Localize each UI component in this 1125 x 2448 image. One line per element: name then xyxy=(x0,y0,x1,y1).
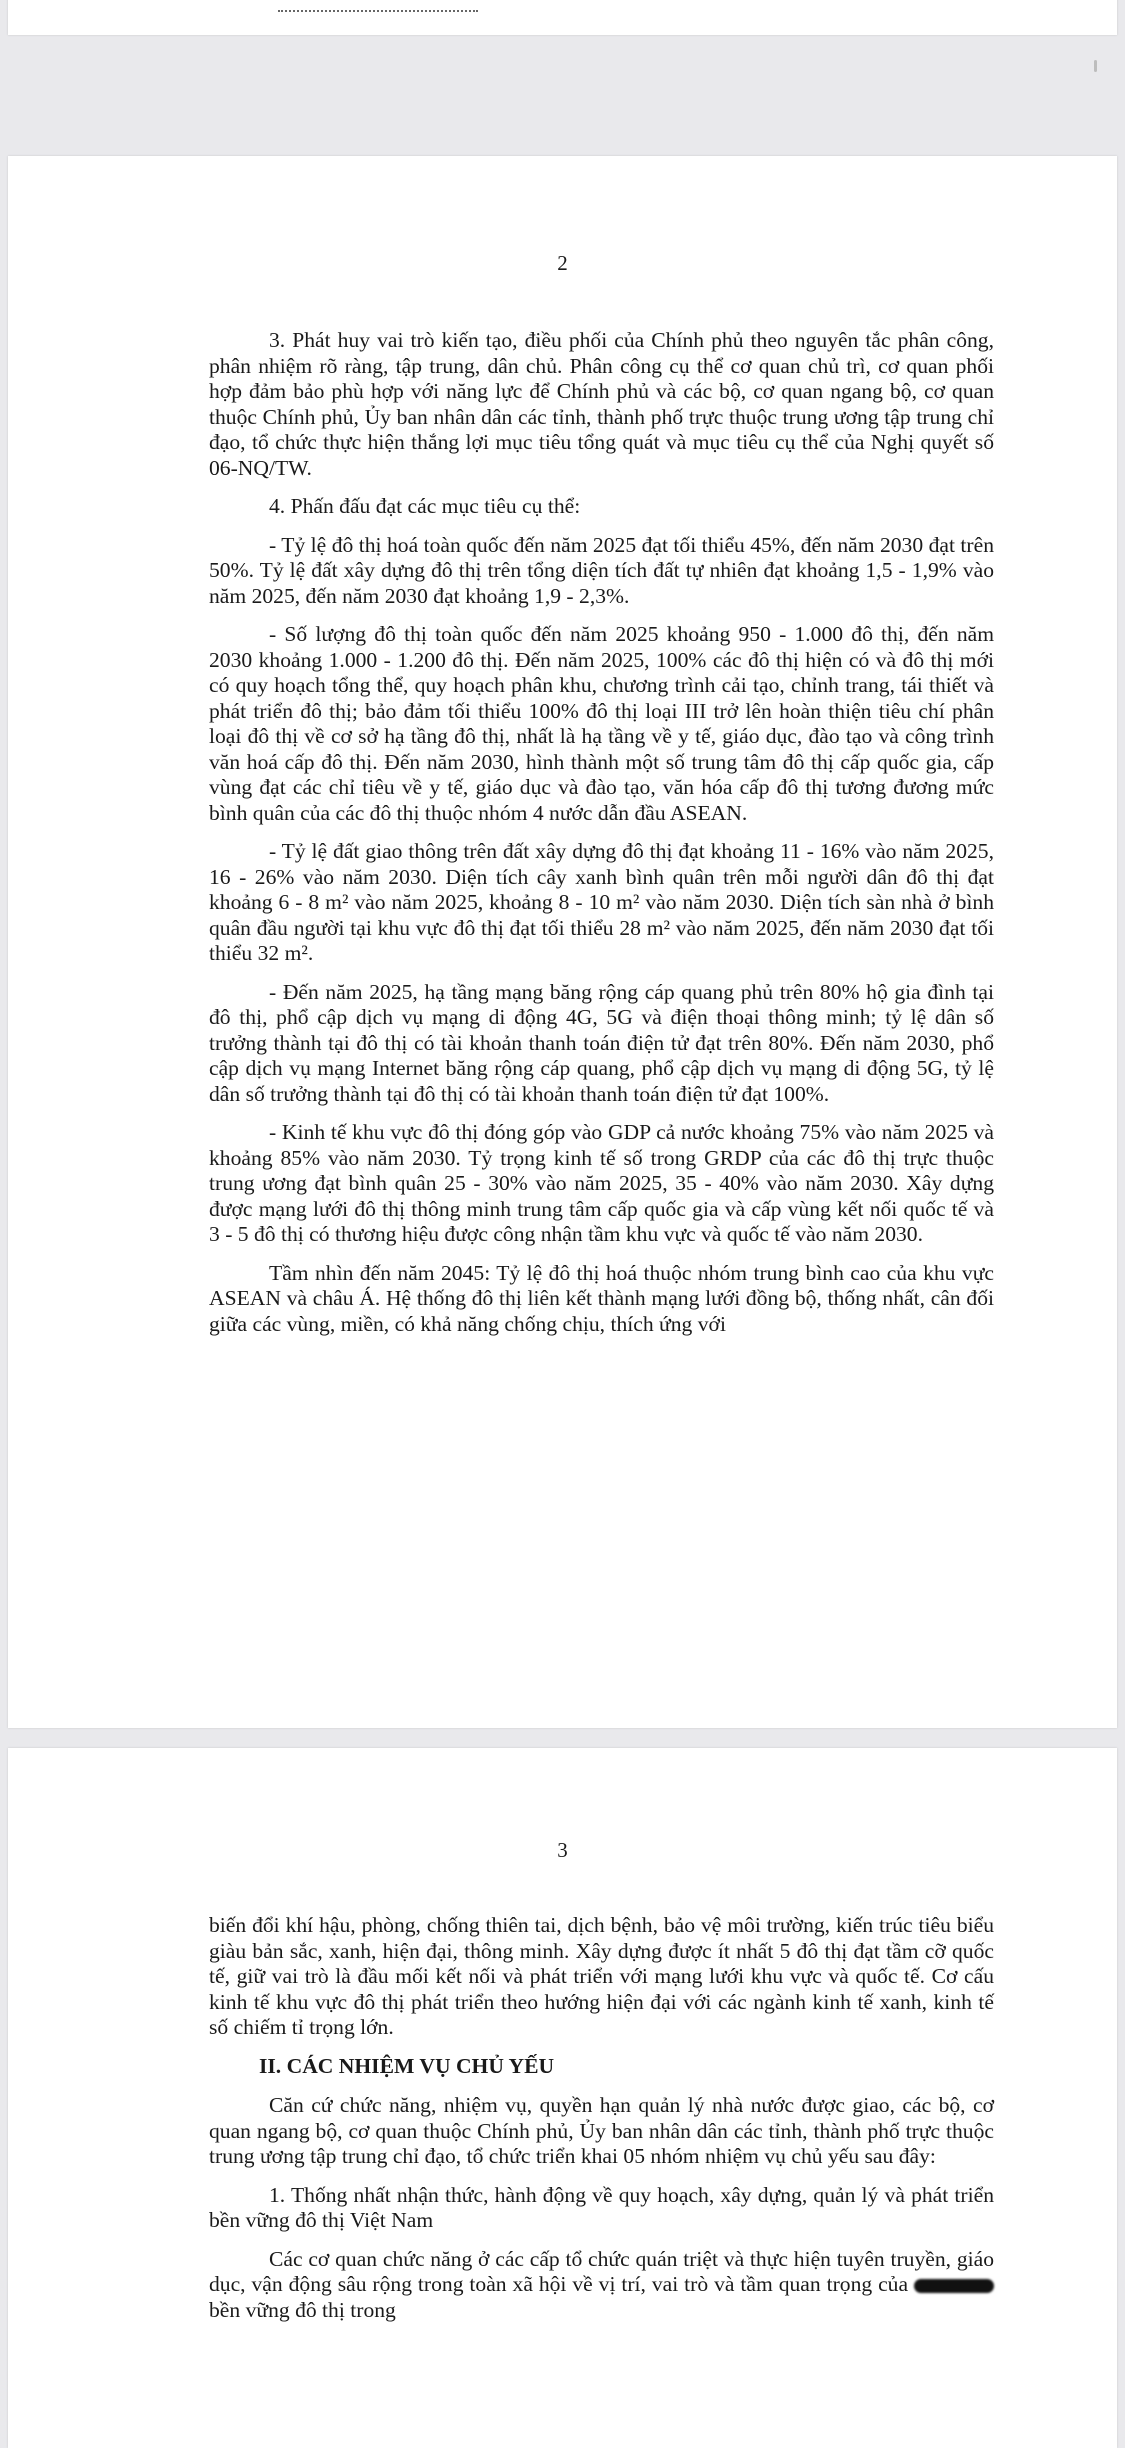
target-transport-land: - Tỷ lệ đất giao thông trên đất xây dựng đô thị đạt khoảng 11 - 16% vào năm 2025, 16 - 26% vào năm 2030. Diện tích cây xanh bình quân trên mỗi người dân đô thị đạt khoảng 6 - 8 m² vào năm 2025, khoảng 8 - 10 m² vào năm 2030. Diện tích sàn nhà ở bình quân đầu người tại khu vực đô thị đạt tối thiểu 28 m² vào năm 2025, đến năm 2030 đạt tối thiểu 32 m². xyxy=(209,839,994,965)
target-urban-count: - Số lượng đô thị toàn quốc đến năm 2025 khoảng 950 - 1.000 đô thị, đến năm 2030 khoảng 1.000 - 1.200 đô thị. Đến năm 2025, 100% các đô thị hiện có và đô thị mới có quy hoạch tổng thể, quy hoạch phân khu, chương trình cải tạo, chỉnh trang, tái thiết và phát triển đô thị; bảo đảm tối thiểu 100% đô thị loại III trở lên hoàn thiện tiêu chí phân loại đô thị về cơ sở hạ tầng đô thị, nhất là hạ tầng về y tế, giáo dục, đào tạo và công trình văn hoá cấp đô thị. Đến năm 2030, hình thành một số trung tâm đô thị cấp quốc gia, cấp vùng đạt các chỉ tiêu về y tế, giáo dục và đào tạo, văn hóa cấp đô thị tương đương mức bình quân của các đô thị thuộc nhóm 4 nước dẫn đầu ASEAN. xyxy=(209,622,994,825)
document-page-2 xyxy=(8,156,1117,1728)
page-3-content xyxy=(209,1913,994,2336)
target-urbanization: - Tỷ lệ đô thị hoá toàn quốc đến năm 2025 đạt tối thiểu 45%, đến năm 2030 đạt trên 50%. Tỷ lệ đất xây dựng đô thị trên tổng diện tích đất tự nhiên đạt khoảng 1,5 - 1,9% vào năm 2025, đến năm 2030 đạt khoảng 1,9 - 2,3%. xyxy=(209,532,994,608)
target-urban-economy: - Kinh tế khu vực đô thị đóng góp vào GDP cả nước khoảng 75% vào năm 2025 và khoảng 85% vào năm 2030. Tỷ trọng kinh tế số trong GRDP của các đô thị trực thuộc trung ương đạt bình quân 25 - 30% vào năm 2025, 35 - 40% vào năm 2030. Xây dựng được mạng lưới đô thị thông minh trung tâm cấp quốc gia và cấp vùng kết nối quốc tế và 3 - 5 đô thị có thương hiệu được công nhận tầm khu vực và quốc tế vào năm 2030. xyxy=(209,1120,994,1246)
task-1-text-start: Các cơ quan chức năng ở các cấp tổ chức quán triệt và thực hiện tuyên truyền, giáo dục, vận động sâu rộng trong toàn xã hội về vị trí, vai trò và tầm quan trọng của xyxy=(209,2246,994,2296)
vision-2045: Tầm nhìn đến năm 2045: Tỷ lệ đô thị hoá thuộc nhóm trung bình cao của khu vực ASEAN và châu Á. Hệ thống đô thị liên kết thành mạng lưới đồng bộ, thống nhất, cân đối giữa các vùng, miền, có khả năng chống chịu, thích ứng với xyxy=(209,1260,994,1336)
continuation-paragraph: biến đổi khí hậu, phòng, chống thiên tai, dịch bệnh, bảo vệ môi trường, kiến trúc tiêu biểu giàu bản sắc, xanh, hiện đại, thông minh. Xây dựng được ít nhất 5 đô thị đạt tầm cỡ quốc tế, giữ vai trò là đầu mối kết nối và phát triển với mạng lưới khu vực và quốc tế. Cơ cấu kinh tế khu vực đô thị phát triển theo hướng hiện đại với các ngành kinh tế xanh, kinh tế số chiếm tỉ trọng lớn. xyxy=(209,1913,994,2039)
paragraph-3: 3. Phát huy vai trò kiến tạo, điều phối của Chính phủ theo nguyên tắc phân công, phân nhiệm rõ ràng, tập trung, dân chủ. Phân công cụ thể cơ quan chủ trì, cơ quan phối hợp đảm bảo phù hợp với năng lực để Chính phủ và các bộ, cơ quan ngang bộ, cơ quan thuộc Chính phủ, Ủy ban nhân dân các tỉnh, thành phố trực thuộc trung ương tập trung chỉ đạo, tổ chức thực hiện thắng lợi mục tiêu tổng quát và mục tiêu cụ thể của Nghị quyết số 06-NQ/TW. xyxy=(209,328,994,480)
section-heading: II. CÁC NHIỆM VỤ CHỦ YẾU xyxy=(259,2053,555,2078)
page-2-content xyxy=(209,328,994,1350)
page-number: 2 xyxy=(557,251,568,275)
scroll-indicator[interactable] xyxy=(1094,60,1097,72)
paragraph-4: 4. Phấn đấu đạt các mục tiêu cụ thể: xyxy=(269,494,581,518)
page-number: 3 xyxy=(557,1838,568,1862)
section-intro: Căn cứ chức năng, nhiệm vụ, quyền hạn quản lý nhà nước được giao, các bộ, cơ quan ngang bộ, cơ quan thuộc Chính phủ, Ủy ban nhân dân các tỉnh, thành phố trực thuộc trung ương tập trung chỉ đạo, tổ chức triển khai 05 nhóm nhiệm vụ chủ yếu sau đây: xyxy=(209,2093,994,2168)
task-1-title: 1. Thống nhất nhận thức, hành động về quy hoạch, xây dựng, quản lý và phát triển bền vững đô thị Việt Nam xyxy=(209,2182,994,2232)
target-broadband: - Đến năm 2025, hạ tầng mạng băng rộng cáp quang phủ trên 80% hộ gia đình tại đô thị, phổ cập dịch vụ mạng di động 4G, 5G và điện thoại thông minh; tỷ lệ dân số trưởng thành tại đô thị có tài khoản thanh toán điện tử đạt trên 80%. Đến năm 2030, phổ cập dịch vụ mạng Internet băng rộng cáp quang, phổ cập dịch vụ mạng di động 5G, tỷ lệ dân số trưởng thành tại đô thị có tài khoản thanh toán điện tử đạt 100%. xyxy=(209,979,994,1106)
cropped-text-fragment xyxy=(278,10,478,26)
redaction-mark xyxy=(914,2279,994,2293)
task-1-body xyxy=(209,2247,994,2324)
previous-page-fragment xyxy=(8,0,1117,35)
document-page-3 xyxy=(8,1748,1117,2448)
task-1-text-end: bền vững đô thị trong xyxy=(209,2297,396,2322)
